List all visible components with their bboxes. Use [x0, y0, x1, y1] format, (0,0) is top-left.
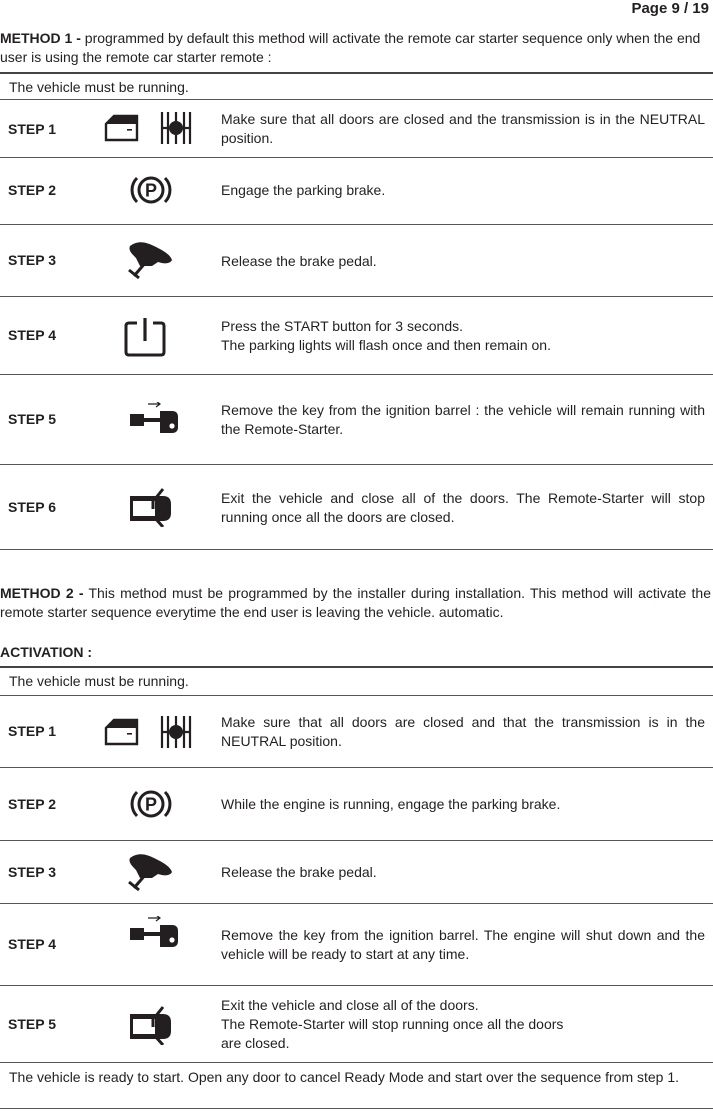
- divider: [0, 666, 713, 668]
- method2-step4-label: STEP 4: [8, 936, 56, 952]
- method1-step4-label: STEP 4: [8, 327, 56, 343]
- method1-header: [0, 29, 711, 67]
- page-number: Page 9 / 19: [631, 0, 709, 17]
- method2-step2-label: STEP 2: [8, 796, 56, 812]
- divider: [0, 1062, 713, 1063]
- method2-step3-text: Release the brake pedal.: [221, 864, 377, 880]
- divider: [0, 99, 713, 100]
- method1-step2-label: STEP 2: [8, 182, 56, 198]
- method2-step3-label: STEP 3: [8, 864, 56, 880]
- method2-title: METHOD 2 -: [0, 585, 84, 601]
- key-removal-icon: [128, 402, 180, 434]
- brake-pedal-icon: [124, 852, 174, 892]
- door-icon: [103, 718, 139, 746]
- divider: [0, 985, 713, 986]
- divider: [0, 549, 713, 550]
- divider: [0, 464, 713, 465]
- divider: [0, 1108, 713, 1109]
- parking-brake-icon: [128, 172, 174, 208]
- divider: [0, 767, 713, 768]
- method1-step6-text: Exit the vehicle and close all of the doors. The Remote-Starter will stop running once all the doors are closed.: [221, 490, 705, 525]
- door-icon: [103, 114, 139, 142]
- open-door-icon: [125, 487, 175, 527]
- parking-brake-icon: [128, 786, 174, 822]
- open-door-icon: [125, 1005, 175, 1045]
- divider: [0, 72, 713, 74]
- method1-step5-label: STEP 5: [8, 411, 56, 427]
- method1-step1-text: Make sure that all doors are closed and the transmission is in the NEUTRAL position.: [221, 111, 705, 146]
- method2-footer: The vehicle is ready to start. Open any door to cancel Ready Mode and start over the sequence from step 1.: [9, 1069, 680, 1085]
- method1-step2-text: Engage the parking brake.: [221, 182, 386, 198]
- method2-header: [0, 584, 711, 622]
- divider: [0, 840, 713, 841]
- method2-intro: The vehicle must be running.: [9, 673, 189, 689]
- method1-step6-label: STEP 6: [8, 499, 56, 515]
- method1-description: programmed by default this method will activate the remote car starter sequence only when the end user is using the remote car starter remote :: [0, 30, 701, 65]
- method1-step5-text: Remove the key from the ignition barrel : the vehicle will remain running with the Remote-Starter.: [221, 402, 705, 437]
- method1-step3-text: Release the brake pedal.: [221, 253, 377, 269]
- gear-shift-icon: [158, 714, 194, 750]
- method2-step1-text: Make sure that all doors are closed and that the transmission is in the NEUTRAL position.: [221, 714, 705, 749]
- method1-title: METHOD 1 -: [0, 30, 81, 46]
- method1-step4-text: Press the START button for 3 seconds. The parking lights will flash once and then remain on.: [221, 318, 551, 353]
- divider: [0, 157, 713, 158]
- method2-step4-text: Remove the key from the ignition barrel. The engine will shut down and the vehicle will be ready to start at any time.: [221, 927, 705, 962]
- method1-step1-label: STEP 1: [8, 121, 56, 137]
- method2-step1-label: STEP 1: [8, 723, 56, 739]
- method2-step2-text: While the engine is running, engage the parking brake.: [221, 796, 561, 812]
- method2-step5-text: Exit the vehicle and close all of the doors. The Remote-Starter will stop running once all the doors are closed.: [221, 997, 564, 1051]
- brake-pedal-icon: [124, 240, 174, 280]
- start-button-icon: [123, 317, 167, 357]
- method2-step5-label: STEP 5: [8, 1016, 56, 1032]
- activation-heading: ACTIVATION :: [0, 644, 93, 660]
- divider: [0, 695, 713, 696]
- divider: [0, 224, 713, 225]
- gear-shift-icon: [158, 110, 194, 146]
- divider: [0, 903, 713, 904]
- divider: [0, 374, 713, 375]
- divider: [0, 296, 713, 297]
- method1-step3-label: STEP 3: [8, 252, 56, 268]
- method1-intro: The vehicle must be running.: [9, 79, 189, 95]
- key-removal-icon: [128, 916, 180, 948]
- method2-description: This method must be programmed by the installer during installation. This method will activate the remote starter sequence everytime the end user is leaving the vehicle. automatic.: [0, 585, 711, 620]
